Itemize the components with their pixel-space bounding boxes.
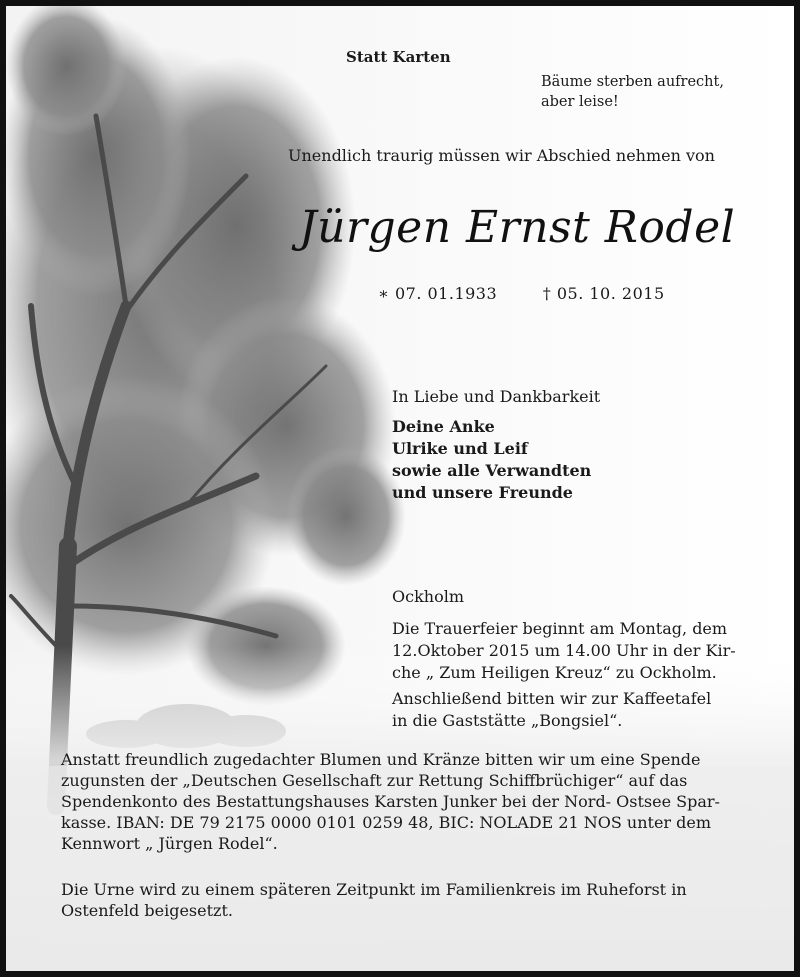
urn-line: Die Urne wird zu einem späteren Zeitpunkt im Familienkreis im Ruheforst in [61, 880, 687, 899]
donation-line: zugunsten der „Deutschen Gesellschaft zur Rettung Schiffbrüchiger“ auf das [61, 771, 688, 790]
funeral-line: che „ Zum Heiligen Kreuz“ zu Ockholm. [392, 663, 717, 682]
donation-line: Spendenkonto des Bestattungshauses Karsten Junker bei der Nord- Ostsee Spar- [61, 792, 720, 811]
donation-notice [61, 749, 744, 854]
reception-line: Anschließend bitten wir zur Kaffeetafel [392, 689, 712, 708]
funeral-line: Die Trauerfeier beginnt am Montag, dem [392, 619, 728, 638]
funeral-line: 12.Oktober 2015 um 14.00 Uhr in der Kir- [392, 641, 736, 660]
mourner-name: und unsere Freunde [392, 483, 573, 502]
statt-karten-label: Statt Karten [346, 48, 451, 66]
urn-notice [61, 879, 744, 921]
motto-line: Bäume sterben aufrecht, [541, 74, 724, 90]
death-date: † 05. 10. 2015 [542, 284, 665, 303]
reception-line: in die Gaststätte „Bongsiel“. [392, 711, 623, 730]
motto-quote [541, 72, 724, 112]
mourners-intro: In Liebe und Dankbarkeit [392, 387, 601, 406]
urn-line: Ostenfeld beigesetzt. [61, 901, 233, 920]
donation-line: kasse. IBAN: DE 79 2175 0000 0101 0259 48, BIC: NOLADE 21 NOS unter dem [61, 813, 712, 832]
birth-date: ∗ 07. 01.1933 [378, 284, 498, 303]
funeral-details [392, 618, 744, 684]
life-dates [378, 284, 705, 303]
mourner-name: Deine Anke [392, 417, 495, 436]
deceased-name: Jürgen Ernst Rodel [299, 202, 736, 253]
mourner-name: sowie alle Verwandten [392, 461, 592, 480]
motto-line: aber leise! [541, 94, 619, 110]
place-name: Ockholm [392, 587, 464, 606]
mourner-name: Ulrike und Leif [392, 439, 528, 458]
donation-line: Kennwort „ Jürgen Rodel“. [61, 834, 278, 853]
intro-text: Unendlich traurig müssen wir Abschied nehmen von [288, 146, 715, 165]
reception-details [392, 688, 744, 732]
donation-line: Anstatt freundlich zugedachter Blumen und Kränze bitten wir um eine Spende [61, 750, 701, 769]
mourners-list [392, 416, 591, 504]
